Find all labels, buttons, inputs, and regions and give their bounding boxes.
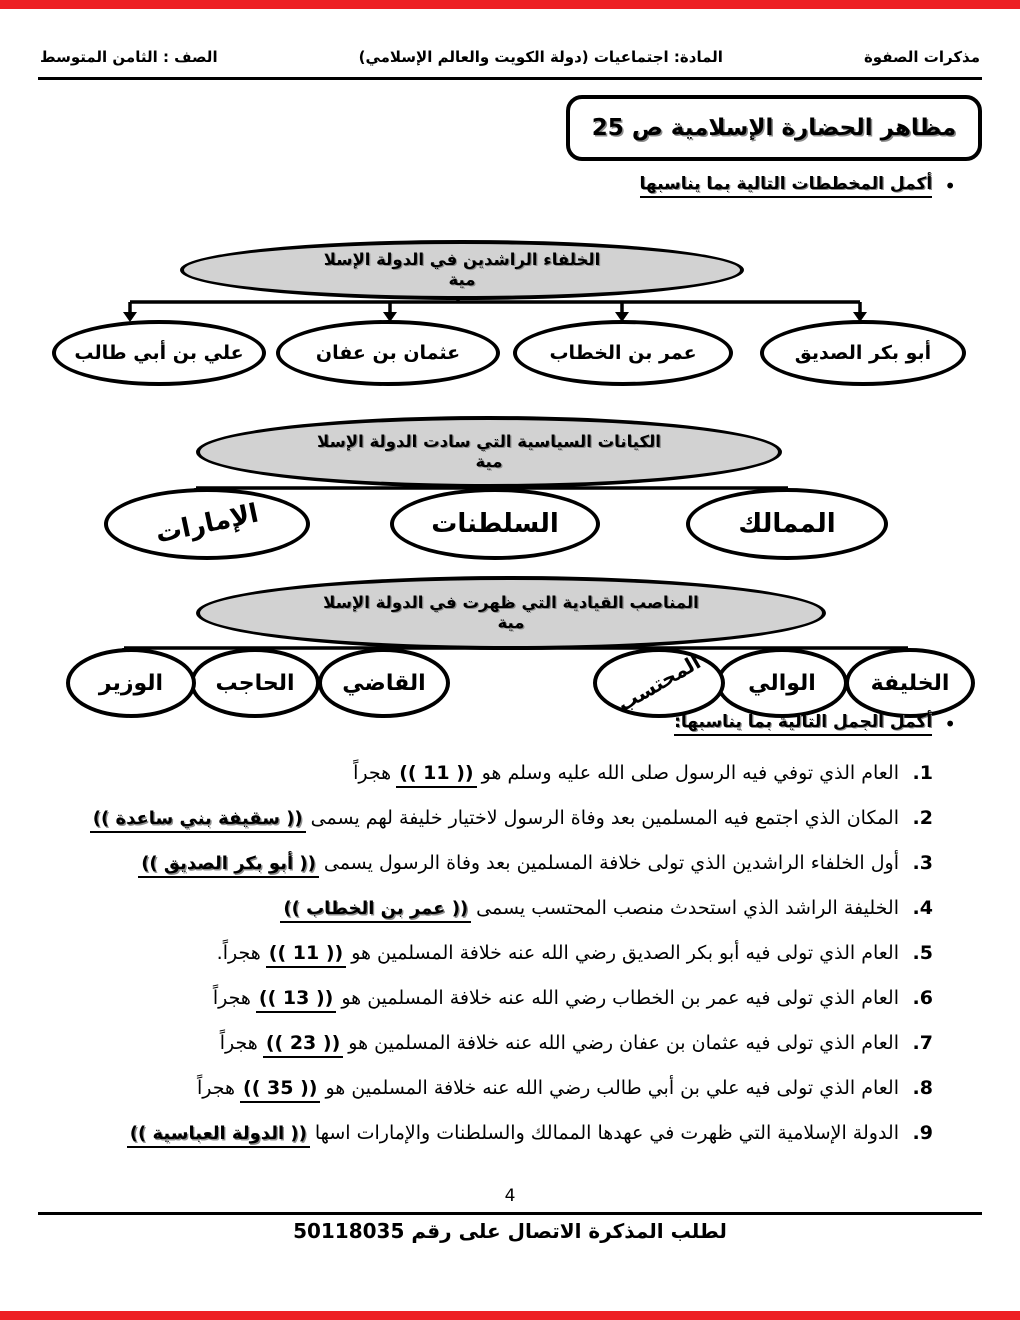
bullet-icon: • [944, 174, 956, 198]
diagram-node [390, 488, 600, 560]
diagram-node [760, 320, 966, 386]
item-text: أول الخلفاء الراشدين الذي تولى خلافة المسلمين بعد وفاة الرسول يسمى(( أبو بكر الصديق )) [133, 852, 899, 874]
header-subject: المادة: اجتماعيات (دولة الكويت والعالم الإسلامي) [358, 48, 723, 66]
diagram-node [190, 648, 320, 718]
bullet-icon: • [944, 712, 956, 736]
item-text: العام الذي تولى فيه عمر بن الخطاب رضي الله عنه خلافة المسلمين هو(( 13 ))هجراً [213, 987, 899, 1009]
header-brand: مذكرات الصفوة [863, 48, 980, 66]
item-answer: (( سقيفة بني ساعدة )) [90, 808, 306, 833]
node-label: أبو بكر الصديق [794, 342, 932, 364]
item-number: 3. [912, 851, 933, 874]
diagram-node [513, 320, 733, 386]
item-number: 2. [912, 806, 933, 829]
item-number: 4. [912, 896, 933, 919]
item-answer: (( 23 )) [263, 1032, 343, 1058]
sentence-item [55, 930, 933, 975]
page-number: 4 [504, 1186, 516, 1206]
node-label: الخليفة [870, 670, 950, 696]
diagrams-section-bullet [640, 174, 957, 198]
sentence-item [55, 1020, 933, 1065]
item-text: العام الذي تولى فيه أبو بكر الصديق رضي الله عنه خلافة المسلمين هو(( 11 ))هجراً. [217, 942, 899, 964]
top-accent-bar [0, 0, 1020, 9]
item-answer: (( 13 )) [256, 987, 336, 1013]
header-grade: الصف : الثامن المتوسط [40, 48, 218, 66]
diagram-header-label: المناصب القيادية التي ظهرت في الدولة الإسلا [323, 593, 699, 612]
node-label: الحاجب [215, 670, 295, 696]
diagram-node [318, 648, 450, 718]
item-text: العام الذي توفي فيه الرسول صلى الله عليه وسلم هو(( 11 ))هجراً [353, 762, 899, 784]
diagram-node [66, 648, 196, 718]
item-text: العام الذي تولى فيه علي بن أبي طالب رضي الله عنه خلافة المسلمين هو(( 35 ))هجراً [197, 1077, 899, 1099]
node-label: الإمارات [152, 498, 262, 550]
diagram-header-label-wrap: مية [448, 270, 476, 289]
node-label: علي بن أبي طالب [74, 342, 244, 364]
lesson-title: مظاهر الحضارة الإسلامية ص 25 [591, 115, 957, 141]
item-text: العام الذي تولى فيه عثمان بن عفان رضي الله عنه خلافة المسلمين هو(( 23 ))هجراً [220, 1032, 899, 1054]
sentences-section-heading: أكمل الجمل التالية بما يناسبها: [674, 712, 932, 736]
bottom-accent-bar [0, 1311, 1020, 1320]
diagram-political-entities [0, 412, 1020, 564]
item-text: المكان الذي اجتمع فيه المسلمين بعد وفاة الرسول لاختيار خليفة لهم يسمى(( سقيفة بني ساعدة )) [85, 807, 899, 829]
sentence-item [55, 975, 933, 1020]
node-label: السلطنات [431, 509, 559, 539]
page-header [40, 48, 980, 66]
footer-divider [38, 1212, 982, 1215]
sentence-item [55, 750, 933, 795]
diagram-caliphs [0, 236, 1020, 386]
sentences-section-bullet [674, 712, 956, 736]
item-number: 8. [912, 1076, 933, 1099]
node-label: القاضي [342, 670, 426, 696]
diagram-header-label-wrap: مية [475, 452, 503, 471]
item-number: 1. [912, 761, 933, 784]
diagram-leadership-positions [0, 574, 1020, 717]
diagram-node [104, 488, 310, 560]
diagram-node [686, 488, 888, 560]
node-label: الوزير [98, 670, 164, 696]
diagrams-section-heading: أكمل المخططات التالية بما يناسبها [640, 174, 933, 198]
item-number: 7. [912, 1031, 933, 1054]
node-label: الوالي [748, 670, 816, 696]
node-label: عثمان بن عفان [315, 342, 461, 364]
diagram-node [716, 648, 848, 718]
diagram-header-label: الخلفاء الراشدين في الدولة الإسلا [323, 250, 601, 269]
sentence-item [55, 1110, 933, 1155]
diagram-header-node [196, 576, 826, 650]
node-label: عمر بن الخطاب [549, 342, 697, 364]
diagram-node [276, 320, 500, 386]
lesson-title-box [566, 95, 982, 161]
diagram-header-label-wrap: مية [497, 613, 525, 632]
node-label: المحتسب [613, 649, 705, 717]
item-answer: (( 11 )) [266, 942, 346, 968]
item-number: 5. [912, 941, 933, 964]
footer-contact-line: لطلب المذكرة الاتصال على رقم 50118035 [293, 1219, 727, 1243]
item-number: 9. [912, 1121, 933, 1144]
item-answer: (( 11 )) [396, 762, 476, 788]
node-label: الممالك [738, 509, 836, 539]
sentence-item [55, 1065, 933, 1110]
item-answer: (( أبو بكر الصديق )) [138, 853, 319, 878]
diagram-node [52, 320, 266, 386]
item-text: الخليفة الراشد الذي استحدث منصب المحتسب يسمى(( عمر بن الخطاب )) [275, 897, 899, 919]
diagram-header-label: الكيانات السياسية التي سادت الدولة الإسلا [317, 432, 661, 451]
item-number: 6. [912, 986, 933, 1009]
item-answer: (( الدولة العباسية )) [127, 1123, 310, 1148]
sentences-list [55, 750, 933, 1155]
sentence-item [55, 885, 933, 930]
header-divider [38, 77, 982, 80]
item-answer: (( عمر بن الخطاب )) [280, 898, 471, 923]
item-answer: (( 35 )) [240, 1077, 320, 1103]
diagram-node [845, 648, 975, 718]
diagram-node [593, 648, 725, 718]
sentence-item [55, 795, 933, 840]
diagram-header-node [180, 240, 744, 300]
sentence-item [55, 840, 933, 885]
item-text: الدولة الإسلامية التي ظهرت في عهدها الممالك والسلطنات والإمارات اسها(( الدولة العباسية )) [122, 1122, 899, 1144]
diagram-header-node [196, 416, 782, 488]
